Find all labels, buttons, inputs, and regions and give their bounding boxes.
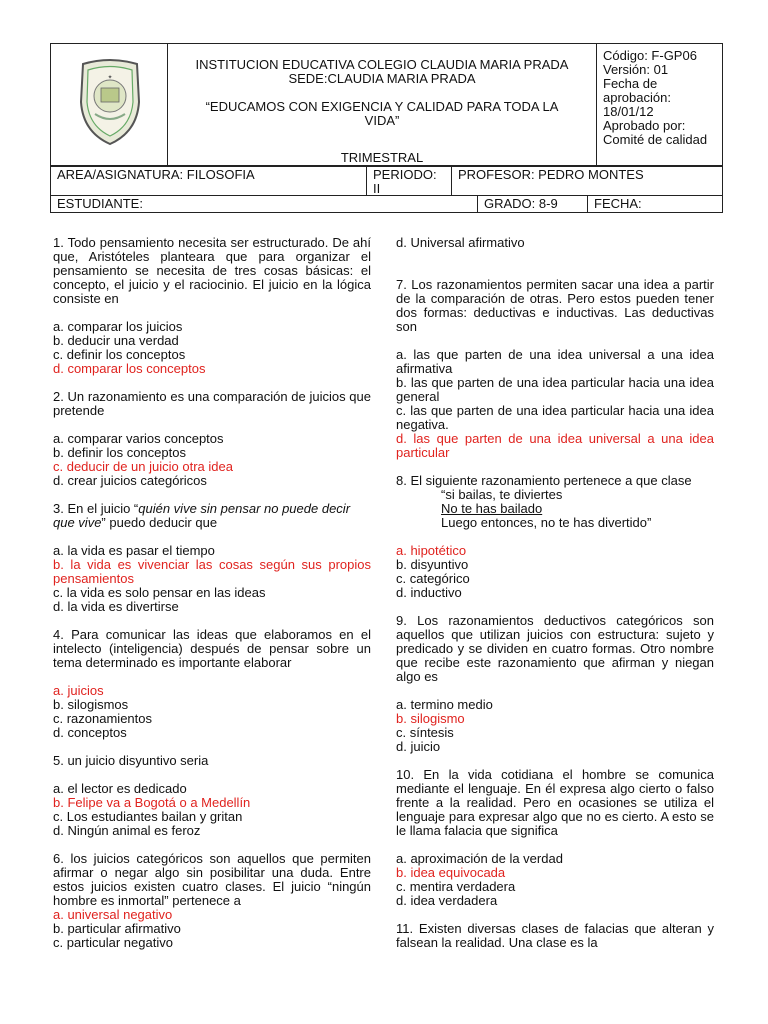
question-7-options [396, 348, 714, 460]
correct-option: b. idea equivocada [396, 865, 506, 880]
option: c. Los estudiantes bailan y gritan [53, 809, 243, 824]
motto: “EDUCAMOS CON EXIGENCIA Y CALIDAD PARA TODA LA VIDA” [205, 99, 559, 128]
question-5: 5. un juicio disyuntivo seria [53, 753, 209, 768]
question-10: 10. En la vida cotidiana el hombre se comunica mediante el lenguaje. En él expresa algo cierto o falso frente a la realidad. Pero en ocasiones se utiliza el lenguaje para expresar algo que no es cierto. A esto se le llama falacia que significa [396, 767, 714, 838]
syllogism-line-1: “si bailas, te diviertes [441, 487, 563, 502]
option: c. síntesis [396, 725, 454, 740]
correct-option: b. silogismo [396, 711, 465, 726]
question-1-options [53, 320, 371, 376]
grado-cell: GRADO: 8-9 [478, 196, 588, 212]
option: c. la vida es solo pensar en las ideas [53, 585, 266, 600]
subject-row [50, 166, 723, 196]
question-3 [53, 502, 371, 530]
left-column [53, 236, 371, 964]
question-9: 9. Los razonamientos deductivos categóricos son aquellos que utilizan juicios con estructura: sujeto y predicado y se dividen en cuatro formas. Otro nombre que recibe este razonamiento que afirman y niegan algo es [396, 613, 714, 684]
correct-option: c. deducir de un juicio otra idea [53, 459, 233, 474]
option: b. definir los conceptos [53, 445, 186, 460]
question-6-options-continued [396, 236, 714, 250]
question-9-options [396, 698, 714, 754]
option: b. las que parten de una idea particular hacia una idea general [396, 375, 714, 404]
question-2: 2. Un razonamiento es una comparación de juicios que pretende [53, 389, 371, 418]
question-1: 1. Todo pensamiento necesita ser estructurado. De ahí que, Aristóteles planteara que para organizar el pensamiento se necesita de tres cosas básicas: el concepto, el juicio y el raciocinio. El juicio en la lógica consiste en [53, 235, 371, 306]
option: b. silogismos [53, 697, 129, 712]
right-column [396, 236, 714, 964]
correct-option: a. hipotético [396, 543, 467, 558]
question-4: 4. Para comunicar las ideas que elaboramos en el intelecto (inteligencia) después de pensar sobre un tema determinado es importante elaborar [53, 627, 371, 670]
area-cell: AREA/ASIGNATURA: FILOSOFIA [51, 167, 367, 195]
estudiante-cell: ESTUDIANTE: [51, 196, 478, 212]
question-8-options [396, 544, 714, 600]
question-7: 7. Los razonamientos permiten sacar una idea a partir de la comparación de otras. Pero estos pueden tener dos formas: deductivas e inductivas. Las deductivas son [396, 277, 714, 334]
approved-by: Aprobado por: Comité de calidad [603, 118, 708, 147]
option: c. definir los conceptos [53, 347, 186, 362]
option: a. la vida es pasar el tiempo [53, 543, 215, 558]
periodo-cell [367, 167, 452, 195]
logo-cell [50, 43, 168, 166]
option: d. Universal afirmativo [396, 235, 525, 250]
option: b. deducir una verdad [53, 333, 179, 348]
option: d. crear juicios categóricos [53, 473, 207, 488]
question-3-quote: quién vive sin pensar no puede decir que vive [53, 501, 351, 530]
correct-option: b. la vida es vivenciar las cosas según sus propios pensamientos [53, 557, 371, 586]
sede-name: SEDE:CLAUDIA MARIA PRADA [288, 71, 476, 86]
correct-option: d. las que parten de una idea universal a una idea particular [396, 431, 714, 460]
option: d. idea verdadera [396, 893, 498, 908]
correct-option: b. Felipe va a Bogotá o a Medellín [53, 795, 251, 810]
syllogism-line-3: Luego entonces, no te has divertido” [441, 515, 652, 530]
option: c. razonamientos [53, 711, 152, 726]
document-code: Código: F-GP06 [603, 48, 697, 63]
svg-text:✦: ✦ [107, 75, 113, 81]
question-8: 8. El siguiente razonamiento pertenece a que clase [396, 473, 692, 488]
option: d. inductivo [396, 585, 462, 600]
option: b. particular afirmativo [53, 921, 181, 936]
option: c. mentira verdadera [396, 879, 516, 894]
option: a. termino medio [396, 697, 493, 712]
question-2-options [53, 432, 371, 488]
question-3-pre: 3. En el juicio “ [53, 501, 139, 516]
correct-option: a. universal negativo [53, 907, 173, 922]
periodo-value: II [373, 181, 381, 196]
document-version: Versión: 01 [603, 62, 669, 77]
approval-label: Fecha de aprobación: [603, 76, 671, 105]
option: c. las que parten de una idea particular hacia una idea negativa. [396, 403, 714, 432]
option: d. la vida es divertirse [53, 599, 179, 614]
question-10-options [396, 852, 714, 908]
correct-option: d. comparar los conceptos [53, 361, 206, 376]
student-row [50, 195, 723, 213]
option: d. juicio [396, 739, 441, 754]
correct-option: a. juicios [53, 683, 104, 698]
approval-date: 18/01/12 [603, 104, 654, 119]
document-code-cell [596, 43, 723, 166]
question-3-options [53, 544, 371, 614]
option: a. comparar los juicios [53, 319, 183, 334]
question-3-post: ” puedo deducir que [101, 515, 218, 530]
institution-name: INSTITUCION EDUCATIVA COLEGIO CLAUDIA MARIA PRADA [195, 57, 569, 72]
question-4-options [53, 684, 371, 740]
profesor-cell: PROFESOR: PEDRO MONTES [458, 167, 644, 182]
syllogism-line-2 [396, 502, 714, 516]
option: d. conceptos [53, 725, 127, 740]
option: a. las que parten de una idea universal a una idea afirmativa [396, 347, 714, 376]
question-11: 11. Existen diversas clases de falacias que alteran y falsean la realidad. Una clase es la [396, 921, 714, 950]
fecha-cell: FECHA: [594, 196, 642, 211]
option: a. aproximación de la verdad [396, 851, 563, 866]
option: c. particular negativo [53, 935, 173, 950]
question-5-options [53, 782, 371, 838]
option: d. Ningún animal es feroz [53, 823, 201, 838]
school-crest-logo [51, 44, 169, 167]
syllogism-line-2-text: No te has bailado [441, 501, 543, 516]
periodo-label: PERIODO: [373, 167, 437, 182]
option: a. comparar varios conceptos [53, 431, 224, 446]
option: b. disyuntivo [396, 557, 469, 572]
question-6-options [53, 908, 371, 950]
term-label: TRIMESTRAL [340, 150, 424, 165]
question-6: 6. los juicios categóricos son aquellos que permiten afirmar o negar algo sin posibilitar una duda. Entre estos juicios existen cuatro clases. El juicio “ningún hombre es inmortal” pertenece a [53, 851, 371, 908]
institution-title-cell [167, 43, 597, 166]
option: a. el lector es dedicado [53, 781, 187, 796]
option: c. categórico [396, 571, 470, 586]
